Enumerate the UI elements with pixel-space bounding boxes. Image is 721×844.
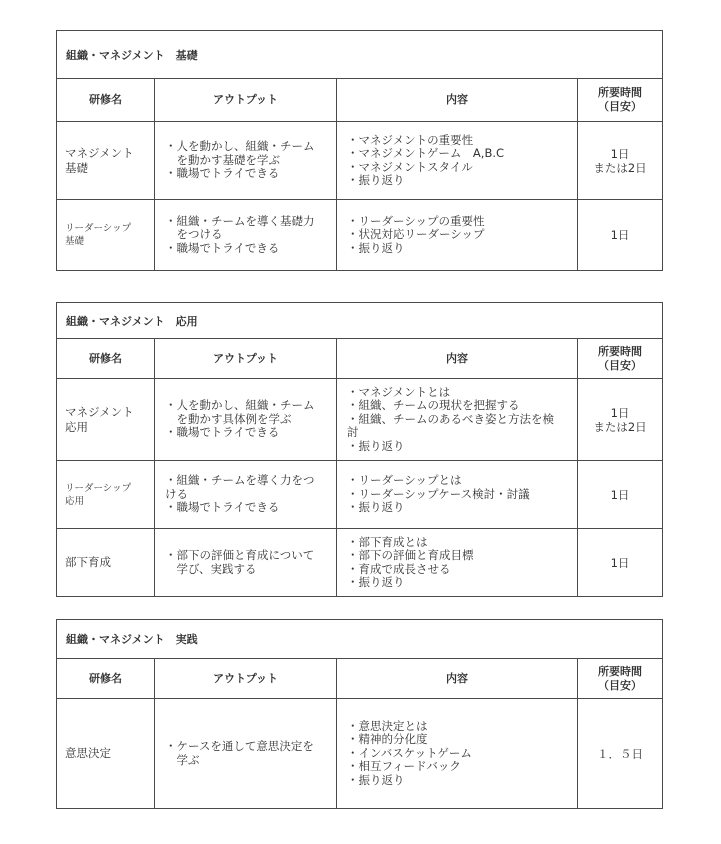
content-line: ・マネジメントスタイル (347, 159, 473, 174)
course-duration (578, 529, 663, 597)
output-line: ・職場でトライできる (165, 240, 280, 255)
course-content (337, 379, 578, 461)
output-line: をつける (165, 227, 223, 242)
header-output: アウトプット (155, 79, 337, 122)
content-line: ・振り返り (347, 575, 405, 589)
header-row (57, 659, 663, 699)
content-line: ・振り返り (347, 772, 405, 787)
header-output: アウトプット (155, 659, 337, 699)
duration-line: 1日 (610, 146, 630, 161)
output-line: ける (165, 486, 188, 501)
header-row (57, 339, 663, 379)
content-line: ・状況対応リーダーシップ (347, 227, 485, 242)
content-line: ・リーダーシップとは (347, 473, 462, 488)
duration-line: 1日 (610, 555, 630, 570)
header-content: 内容 (337, 79, 578, 122)
course-duration (578, 200, 663, 271)
header-duration (578, 339, 663, 379)
header-row (57, 79, 663, 122)
output-line: ・人を動かし、組織・チーム (165, 139, 315, 154)
course-name-line: 基礎 (65, 160, 88, 175)
content-line: ・組織、チームの現状を把握する (347, 398, 520, 413)
course-content (337, 461, 578, 529)
output-line: ・職場でトライできる (165, 500, 280, 515)
content-line: ・精神的分化度 (347, 732, 428, 747)
header-duration (578, 659, 663, 699)
course-name (57, 200, 155, 271)
section-title-row (57, 31, 663, 79)
content-line: ・リーダーシップケース検討・討議 (347, 486, 530, 501)
duration-line: １．５日 (597, 746, 644, 761)
header-duration-line1: 所要時間 (598, 86, 643, 99)
header-output: アウトプット (155, 339, 337, 379)
output-line: 学ぶ (165, 752, 200, 767)
content-line: ・マネジメントとは (347, 384, 451, 399)
course-duration (578, 699, 663, 809)
course-name (57, 529, 155, 597)
section-title: 組織・マネジメント 実践 (57, 620, 663, 659)
content-line: ・部下の評価と育成目標 (347, 548, 474, 562)
header-duration-line2: （目安） (598, 678, 643, 692)
course-content (337, 200, 578, 271)
content-line: ・振り返り (347, 500, 405, 515)
duration-line: 1日 (610, 405, 630, 420)
header-content: 内容 (337, 659, 578, 699)
content-line: ・振り返り (347, 240, 405, 255)
course-output (155, 200, 337, 271)
content-line: ・振り返り (347, 173, 405, 187)
output-line: ・人を動かし、組織・チーム (165, 398, 315, 413)
content-line: ・組織、チームのあるべき姿と方法を検 (347, 411, 554, 426)
content-line: ・相互フィードバック (347, 759, 461, 774)
course-name-line: リーダーシップ (65, 223, 132, 234)
output-line: 学び、実践する (165, 561, 257, 576)
course-name-line: 意思決定 (65, 746, 111, 760)
section-title: 組織・マネジメント 基礎 (57, 31, 663, 79)
course-name-line: 応用 (65, 495, 85, 507)
course-name-line: 基礎 (65, 236, 85, 247)
course-output (155, 529, 337, 597)
header-duration-line1: 所要時間 (598, 344, 643, 358)
course-name (57, 379, 155, 461)
course-content (337, 699, 578, 809)
course-name-line: マネジメント (65, 145, 134, 160)
course-output (155, 461, 337, 529)
content-line: ・リーダーシップの重要性 (347, 213, 485, 228)
table-row (57, 461, 663, 529)
course-name-line: マネジメント (65, 404, 134, 419)
course-duration (578, 461, 663, 529)
table-row (57, 200, 663, 271)
duration-line: または2日 (593, 419, 647, 434)
header-name: 研修名 (57, 79, 155, 122)
content-line: ・マネジメントの重要性 (347, 132, 474, 147)
table-row (57, 379, 663, 461)
output-line: ・組織・チームを導く力をつ (165, 473, 315, 488)
section-title-row (57, 620, 663, 659)
output-line: ・ケースを通して意思決定を (165, 739, 314, 753)
course-name (57, 122, 155, 200)
course-duration (578, 122, 663, 200)
header-duration-line2: （目安） (598, 358, 643, 372)
table-row (57, 529, 663, 597)
header-duration-line1: 所要時間 (598, 664, 643, 678)
course-name (57, 461, 155, 529)
content-line: ・育成で成長させる (347, 561, 451, 576)
header-name: 研修名 (57, 339, 155, 379)
output-line: ・組織・チームを導く基礎力 (165, 213, 315, 228)
content-line: ・インバスケットゲーム (347, 745, 472, 760)
section-title-row (57, 303, 663, 339)
duration-line: 1日 (610, 228, 630, 242)
course-name-line: 応用 (65, 419, 88, 434)
course-output (155, 379, 337, 461)
content-line: ・部下育成とは (347, 534, 428, 549)
output-line: ・部下の評価と育成について (165, 548, 315, 562)
content-line: ・マネジメントゲーム A,B.C (347, 146, 505, 160)
output-line: ・職場でトライできる (165, 166, 280, 181)
course-output (155, 122, 337, 200)
course-name (57, 699, 155, 809)
course-output (155, 699, 337, 809)
course-name-line: リーダーシップ (65, 482, 132, 494)
training-table-applied (56, 302, 663, 597)
content-line: 討 (347, 425, 359, 440)
duration-line: 1日 (610, 487, 630, 502)
header-content: 内容 (337, 339, 578, 379)
output-line: ・職場でトライできる (165, 425, 280, 440)
output-line: を動かす基礎を学ぶ (165, 152, 280, 167)
output-line: を動かす具体例を学ぶ (165, 411, 292, 426)
training-table-practice (56, 619, 663, 809)
content-line: ・振り返り (347, 438, 405, 453)
table-row (57, 122, 663, 200)
course-name-line: 部下育成 (65, 555, 111, 569)
duration-line: または2日 (593, 160, 647, 175)
course-content (337, 529, 578, 597)
content-line: ・意思決定とは (347, 718, 428, 733)
training-table-basic (56, 30, 663, 271)
section-title: 組織・マネジメント 応用 (57, 303, 663, 339)
header-duration-line2: （目安） (598, 100, 643, 113)
table-row (57, 699, 663, 809)
header-name: 研修名 (57, 659, 155, 699)
course-duration (578, 379, 663, 461)
header-duration (578, 79, 663, 122)
course-content (337, 122, 578, 200)
